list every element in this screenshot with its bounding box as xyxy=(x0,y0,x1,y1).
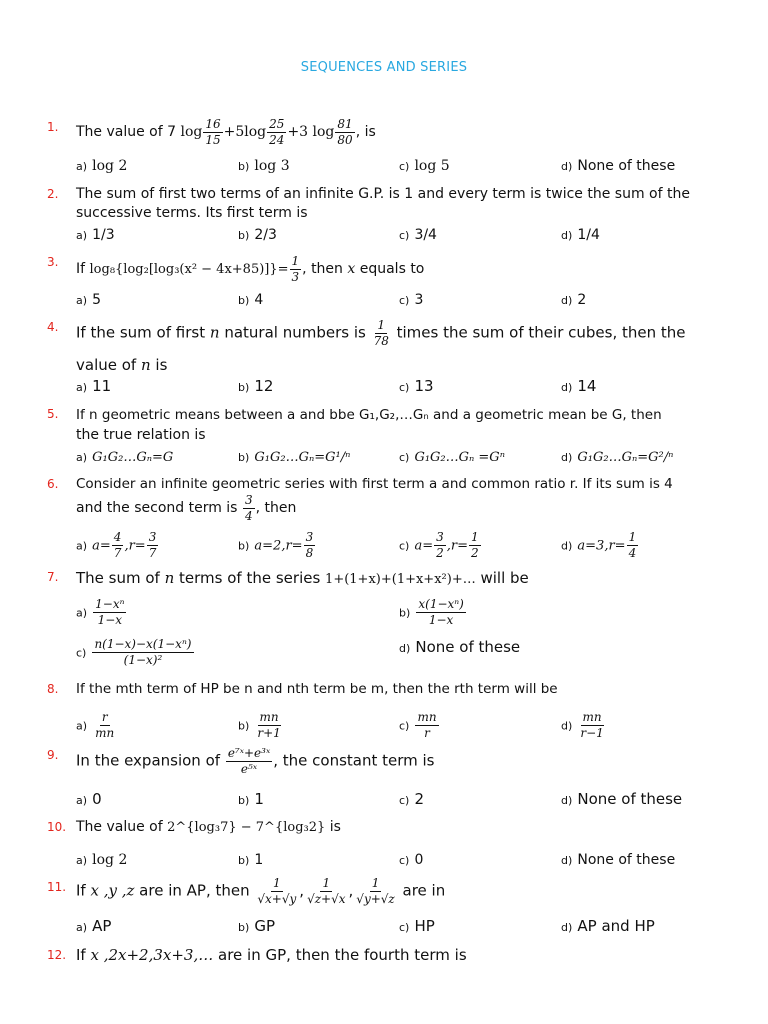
option-c[interactable]: c) 3/4 xyxy=(399,227,437,243)
fraction: $\frac{1}{78}$ xyxy=(373,318,389,348)
option-b[interactable]: b) log 3 xyxy=(238,158,290,174)
question-9-text: In the expansion of $\frac{\text{e⁷ˣ+e³ˣ}}{\text{e⁵ˣ}}$ , the constant term is xyxy=(76,746,435,776)
fraction: $\frac{\text{e⁷ˣ+e³ˣ}}{\text{e⁵ˣ}}$ xyxy=(227,746,271,776)
question-3-text: If log₈{log₂[log₃(x² − 4x+85)]}= $\frac{1}{3}$ , then x equals to xyxy=(76,254,425,284)
fraction: $\frac{1}{3}$ xyxy=(291,254,300,284)
question-number: 11. xyxy=(47,880,67,894)
question-number: 9. xyxy=(47,748,59,762)
option-a[interactable]: a) AP xyxy=(76,917,112,935)
option-d[interactable]: d) 2 xyxy=(561,292,587,308)
option-d[interactable]: d) None of these xyxy=(561,790,683,808)
question-number: 4. xyxy=(47,320,59,334)
question-11-text: If x ,y ,z are in AP, then $\frac{1}{√x+√y}$ , $\frac{1}{√z+√x}$ , $\frac{1}{√y+√z}$ are in xyxy=(76,876,446,906)
question-text: Consider an infinite geometric series with first term a and common ratio r. If its sum is 4 xyxy=(76,476,673,492)
option-c[interactable]: c) $\frac{\text{n(1−x)−x(1−xⁿ)}}{\text{(1−x)²}}$ xyxy=(76,637,192,667)
option-b[interactable]: b) 12 xyxy=(238,377,274,395)
option-a[interactable]: a) log 2 xyxy=(76,158,128,174)
question-number: 10. xyxy=(47,820,67,834)
option-d[interactable]: d) None of these xyxy=(561,158,676,174)
option-a[interactable]: a) 11 xyxy=(76,377,112,395)
option-b[interactable]: b) GP xyxy=(238,917,276,935)
option-b[interactable]: b) $\frac{mn}{r+1}$ xyxy=(238,710,281,740)
question-7-text: The sum of n terms of the series 1+(1+x)+(1+x+x²)+… will be xyxy=(76,569,529,587)
option-d[interactable]: d) G₁G₂…Gₙ=G²/ⁿ xyxy=(561,450,674,465)
question-text: The value of 7 xyxy=(76,124,181,141)
option-c[interactable]: c) HP xyxy=(399,917,435,935)
math-expression: 1+(1+x)+(1+x+x²)+… xyxy=(325,572,476,587)
option-d[interactable]: d) a=3,r= $\frac{1}{4}$ xyxy=(561,530,637,560)
option-d[interactable]: d) None of these xyxy=(561,852,676,868)
question-12-text: If x ,2x+2,3x+3,… are in GP, then the fourth term is xyxy=(76,946,467,964)
option-a[interactable]: a) G₁G₂…Gₙ=G xyxy=(76,450,174,465)
option-c[interactable]: c) log 5 xyxy=(399,158,450,174)
option-b[interactable]: b) $\frac{\text{x(1−xⁿ)}}{1-x}$ xyxy=(399,597,464,627)
question-text: value of n is xyxy=(76,356,168,374)
question-text: If the mth term of HP be n and nth term be m, then the rth term will be xyxy=(76,681,558,697)
option-d[interactable]: d) None of these xyxy=(399,638,521,656)
question-number: 8. xyxy=(47,682,59,696)
page-title: SEQUENCES AND SERIES xyxy=(300,60,468,75)
option-b[interactable]: b) 2/3 xyxy=(238,227,277,243)
question-text: successive terms. Its first term is xyxy=(76,205,308,221)
question-number: 6. xyxy=(47,477,59,491)
option-a[interactable]: a) a= $\frac{4}{7}$ ,r= $\frac{3}{7}$ xyxy=(76,530,157,560)
option-d[interactable]: d) AP and HP xyxy=(561,917,655,935)
question-number: 5. xyxy=(47,407,59,421)
option-c[interactable]: c) $\frac{mn}{r}$ xyxy=(399,710,437,740)
option-a[interactable]: a) 5 xyxy=(76,292,102,308)
option-d[interactable]: d) 14 xyxy=(561,377,597,395)
question-text: If n geometric means between a and bbe G₁,G₂,…Gₙ and a geometric mean be G, then xyxy=(76,407,662,423)
option-a[interactable]: a) 1/3 xyxy=(76,227,115,243)
fraction: $\frac{3}{4}$ xyxy=(244,493,253,523)
question-number: 1. xyxy=(47,120,59,134)
question-number: 7. xyxy=(47,570,59,584)
option-b[interactable]: b) 4 xyxy=(238,292,264,308)
question-number: 2. xyxy=(47,187,59,201)
fraction: $\frac{16}{15}$ xyxy=(205,117,221,147)
option-d[interactable]: d) $\frac{mn}{r-1}$ xyxy=(561,710,604,740)
question-6-line2: and the second term is $\frac{3}{4}$ , then xyxy=(76,493,297,523)
math-expression: 2^{log₃7} − 7^{log₃2} xyxy=(167,820,326,835)
math-expression: log₈{log₂[log₃(x² − 4x+85)]}= xyxy=(89,262,289,278)
option-c[interactable]: c) 2 xyxy=(399,790,424,808)
option-a[interactable]: a) 0 xyxy=(76,790,102,808)
option-b[interactable]: b) a=2,r= $\frac{3}{8}$ xyxy=(238,530,314,560)
fraction: $\frac{81}{80}$ xyxy=(337,117,353,147)
question-number: 12. xyxy=(47,948,67,962)
question-1-text: The value of 7 log $\frac{16}{15}$ +5log $\frac{25}{24}$ +3 log $\frac{81}{80}$ , is xyxy=(76,117,376,147)
option-c[interactable]: c) 3 xyxy=(399,292,424,308)
option-c[interactable]: c) G₁G₂…Gₙ =Gⁿ xyxy=(399,450,505,465)
option-a[interactable]: a) $\frac{r}{mn}$ xyxy=(76,710,115,740)
option-a[interactable]: a) log 2 xyxy=(76,852,128,868)
option-b[interactable]: b) G₁G₂…Gₙ=G¹/ⁿ xyxy=(238,450,351,465)
option-a[interactable]: a) $\frac{\text{1−xⁿ}}{1-x}$ xyxy=(76,597,125,627)
question-text: The sum of first two terms of an infinite G.P. is 1 and every term is twice the sum of the xyxy=(76,186,690,202)
fraction: $\frac{25}{24}$ xyxy=(269,117,285,147)
question-text: the true relation is xyxy=(76,427,206,443)
question-10-text: The value of 2^{log₃7} − 7^{log₃2} is xyxy=(76,819,341,835)
option-c[interactable]: c) 0 xyxy=(399,852,424,868)
question-4-text: If the sum of first n natural numbers is $\frac{1}{78}$ times the sum of their cubes, then the xyxy=(76,318,686,348)
option-b[interactable]: b) 1 xyxy=(238,852,264,868)
option-b[interactable]: b) 1 xyxy=(238,790,264,808)
option-d[interactable]: d) 1/4 xyxy=(561,227,600,243)
question-number: 3. xyxy=(47,255,59,269)
option-c[interactable]: c) a= $\frac{3}{2}$ ,r= $\frac{1}{2}$ xyxy=(399,530,479,560)
option-c[interactable]: c) 13 xyxy=(399,377,434,395)
